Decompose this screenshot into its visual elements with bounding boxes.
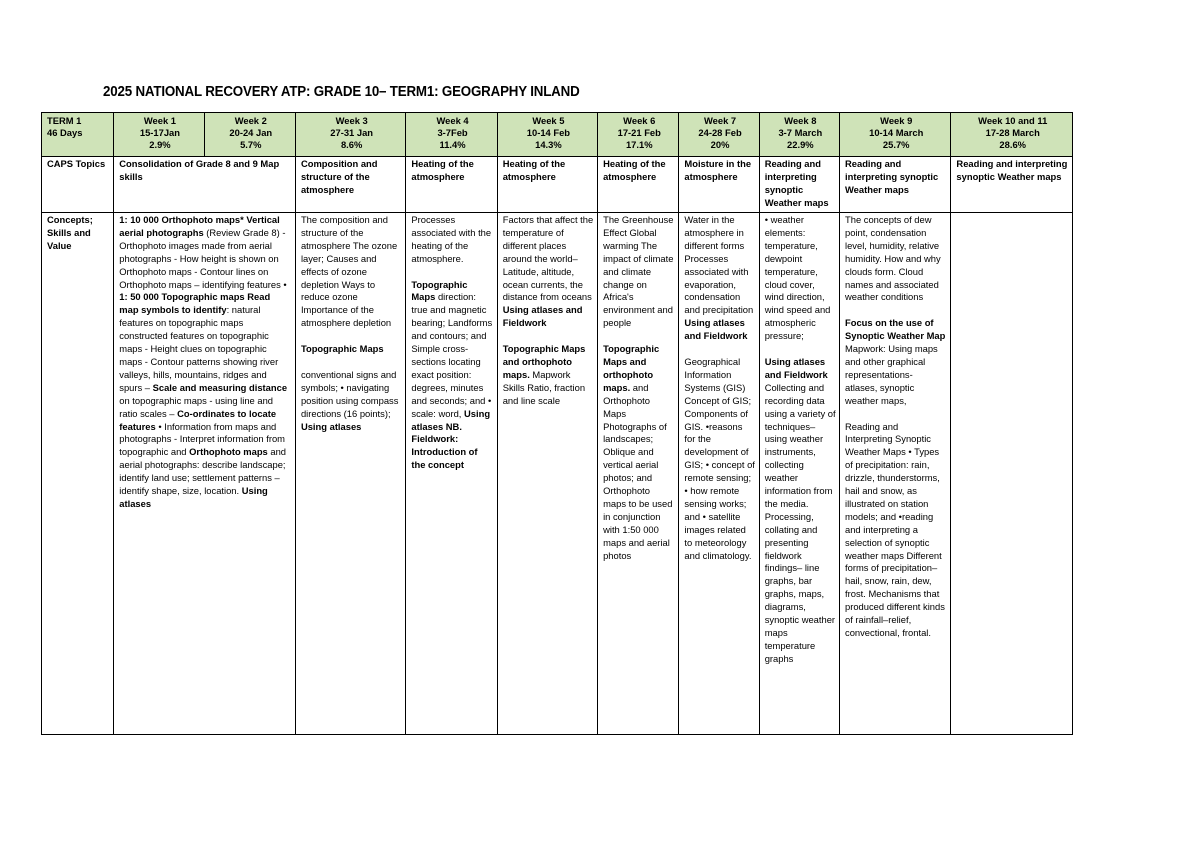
caps-week-6: Heating of the atmosphere — [598, 157, 679, 213]
text-run: : natural features on topographic maps constructed features on topographic maps - Height clues on topographic maps - Contour patterns showing river valleys, hills, mountains, ridges and spurs – — [119, 304, 279, 393]
text-run: Water in the atmosphere in different forms Processes associated with evaporation, condensation and precipitation — [684, 214, 754, 316]
header-l3: 28.6% — [999, 139, 1026, 150]
concepts-week-5 — [497, 213, 597, 735]
header-l3: 17.1% — [625, 139, 653, 150]
header-l1: Week 5 — [532, 115, 565, 126]
text-run: The Greenhouse Effect Global warming The impact of climate and climate change on Africa's environment and people — [603, 214, 674, 329]
concepts-week-6 — [598, 213, 679, 735]
concepts-week-8 — [759, 213, 839, 735]
header-week-9 — [840, 113, 951, 157]
header-l2: 27-31 Jan — [330, 127, 374, 138]
concepts-week-3 — [295, 213, 405, 735]
header-week-4 — [406, 113, 497, 157]
text-run: Topographic Maps — [411, 278, 468, 303]
concepts-label: Concepts; Skills and Value — [42, 213, 114, 735]
text-run: and aerial photographs: describe landscape; identify land use; settlement patterns – identify shape, size, location. — [119, 446, 287, 497]
text-run: Using atlases and Fieldwork — [502, 304, 583, 329]
text-run: Using atlases and Fieldwork — [684, 317, 748, 342]
text-run: Read map symbols to identify — [119, 291, 271, 316]
header-l2: 10-14 Feb — [526, 127, 571, 138]
header-l3: 22.9% — [787, 139, 814, 150]
header-l2: 3-7Feb — [437, 127, 468, 138]
text-run: • weather elements: temperature, dewpoint temperature, cloud cover, wind direction, wind speed and atmospheric pressure; — [764, 214, 831, 342]
page-title: 2025 NATIONAL RECOVERY ATP: GRADE 10– TERM1: GEOGRAPHY INLAND — [103, 84, 580, 100]
header-l1: Week 9 — [880, 115, 913, 126]
concepts-week-9 — [840, 213, 951, 735]
header-l3: 14.3% — [535, 139, 562, 150]
text-run: Co-ordinates to locate features — [119, 407, 277, 432]
header-l1: Week 1 — [143, 115, 176, 126]
caps-week-5: Heating of the atmosphere — [497, 157, 597, 213]
text-run: Using atlases — [119, 485, 268, 509]
text-run: 1: 50 000 Topographic maps — [119, 291, 245, 303]
header-l1: Week 8 — [784, 115, 817, 126]
header-week-7 — [679, 113, 759, 157]
concepts-week-4 — [406, 213, 497, 735]
header-week-10 — [951, 113, 1073, 157]
header-l1: TERM 1 — [47, 115, 82, 126]
text-run: The composition and structure of the atmosphere The ozone layer; Causes and effects of ozone depletion Ways to reduce ozone Importance of the atmosphere depletion — [300, 214, 398, 329]
text-run: conventional signs and symbols; • navigating position using compass directions (16 points); — [300, 368, 399, 419]
header-l1: Week 4 — [436, 115, 469, 126]
caps-topics-row — [42, 157, 1073, 213]
header-row — [42, 113, 1073, 157]
header-week-3 — [295, 113, 405, 157]
concepts-week-1-2 — [114, 213, 296, 735]
text-run: Topographic Maps — [300, 343, 384, 355]
caps-label: CAPS Topics — [42, 157, 114, 213]
header-l1: Week 10 and 11 — [978, 115, 1048, 126]
text-run: Using atlases and Fieldwork — [764, 355, 828, 380]
header-l3: 25.7% — [882, 139, 910, 150]
header-l2: 17-21 Feb — [617, 127, 661, 138]
header-l2: 17-28 March — [985, 127, 1040, 138]
header-term — [42, 113, 114, 157]
caps-week-9: Reading and interpreting synoptic Weather maps — [840, 157, 951, 213]
header-l3: 2.9% — [149, 139, 171, 150]
text-run: on topographic maps - using line and ratio scales – — [119, 394, 274, 419]
header-l2: 46 Days — [47, 127, 83, 138]
text-run: Focus on the use of Synoptic Weather Map — [845, 317, 946, 342]
header-l1: Week 6 — [623, 115, 656, 126]
header-l3: 8.6% — [340, 139, 363, 150]
caps-week-8: Reading and interpreting synoptic Weather maps — [759, 157, 839, 213]
header-l2: 15-17Jan — [139, 127, 180, 138]
text-run: Reading and Interpreting Synoptic Weather Maps • Types of precipitation: rain, drizzle, thunderstorms, hail and snow, as illustrated on station models; and •reading and interpreting a selection of synoptic weather maps Different forms of precipitation– hail, snow, rain, dew, frost. Mechanisms that produced different kinds of rainfall–relief, convectional, frontal. — [845, 420, 945, 638]
text-run: Mapwork: Using maps and other graphical representations- atlases, synoptic weather maps, — [845, 343, 938, 406]
text-run: Topographic Maps and orthophoto maps. — [502, 343, 586, 380]
text-run: and Orthophoto Maps Photographs of landscapes; Oblique and vertical aerial photos; and Orthophoto maps to be used in conjunction with 1:50 000 maps and aerial photos — [603, 381, 673, 561]
text-run: (Review Grade 8) - Orthophoto images made from aerial photographs - How height is shown on Orthophoto maps - Contour lines on Orthophoto maps – identifying features • — [119, 226, 287, 290]
header-week-2 — [204, 113, 295, 157]
text-run: Geographical Information Systems (GIS) Concept of GIS; Components of GIS. •reasons for the development of GIS; • concept of remote sensing; • how remote sensing works; and • satellite images related to meteorology and climatology. — [684, 355, 755, 561]
header-l3: 11.4% — [439, 139, 466, 150]
header-l2: 20-24 Jan — [229, 127, 273, 138]
header-l2: 10-14 March — [869, 127, 924, 138]
text-run: Orthophoto maps — [189, 446, 268, 458]
concepts-week-7 — [679, 213, 759, 735]
text-run: Factors that affect the temperature of different places around the world– Latitude, altitude, ocean currents, the distance from oceans — [502, 214, 594, 303]
text-run: The concepts of dew point, condensation level, humidity, relative humidity. How and why clouds form. Cloud names and associated weather conditions — [845, 214, 941, 303]
text-run: Topographic Maps and orthophoto maps. — [603, 343, 660, 393]
header-week-5 — [497, 113, 597, 157]
text-run: Using atlases — [300, 420, 362, 432]
header-week-1 — [114, 113, 204, 157]
atp-table — [41, 112, 1073, 735]
text-run: • Information from maps and photographs - Interpret information from topographic and — [119, 420, 285, 458]
header-week-8 — [759, 113, 839, 157]
caps-week-1-2: Consolidation of Grade 8 and 9 Map skills — [114, 157, 296, 213]
caps-week-4: Heating of the atmosphere — [406, 157, 497, 213]
caps-week-7: Moisture in the atmosphere — [679, 157, 759, 213]
text-run: 1: 10 000 Orthophoto maps* Vertical aerial photographs — [119, 214, 280, 238]
text-run: Scale and measuring distance — [152, 381, 288, 393]
header-l1: Week 7 — [703, 115, 737, 126]
header-l1: Week 3 — [335, 115, 368, 126]
header-l1: Week 2 — [234, 115, 267, 126]
concepts-week-10-11 — [951, 213, 1073, 735]
caps-week-10-11: Reading and interpreting synoptic Weather maps — [951, 157, 1073, 213]
text-run: Using atlases NB. Fieldwork: Introduction of the concept — [411, 407, 491, 471]
caps-week-3: Composition and structure of the atmosphere — [295, 157, 405, 213]
concepts-row — [42, 213, 1073, 735]
header-l3: 20% — [710, 139, 730, 150]
header-l2: 24-28 Feb — [698, 127, 742, 138]
text-run: Mapwork Skills Ratio, fraction and line scale — [502, 368, 586, 406]
text-run: Processes associated with the heating of the atmosphere. — [411, 214, 492, 264]
header-l3: 5.7% — [240, 139, 262, 150]
header-week-6 — [598, 113, 679, 157]
text-run: Collecting and recording data using a variety of techniques– using weather instruments, collecting weather information from the media. Processing, collating and presenting fieldwork findings– line graphs, bar graphs, maps, diagrams, synoptic weather maps temperature graphs — [764, 381, 836, 664]
text-run: direction: true and magnetic bearing; Landforms and contours; and Simple cross-sections locating exact position: degrees, minutes and seconds; and • scale: word, — [411, 291, 493, 419]
header-l2: 3-7 March — [778, 127, 823, 138]
